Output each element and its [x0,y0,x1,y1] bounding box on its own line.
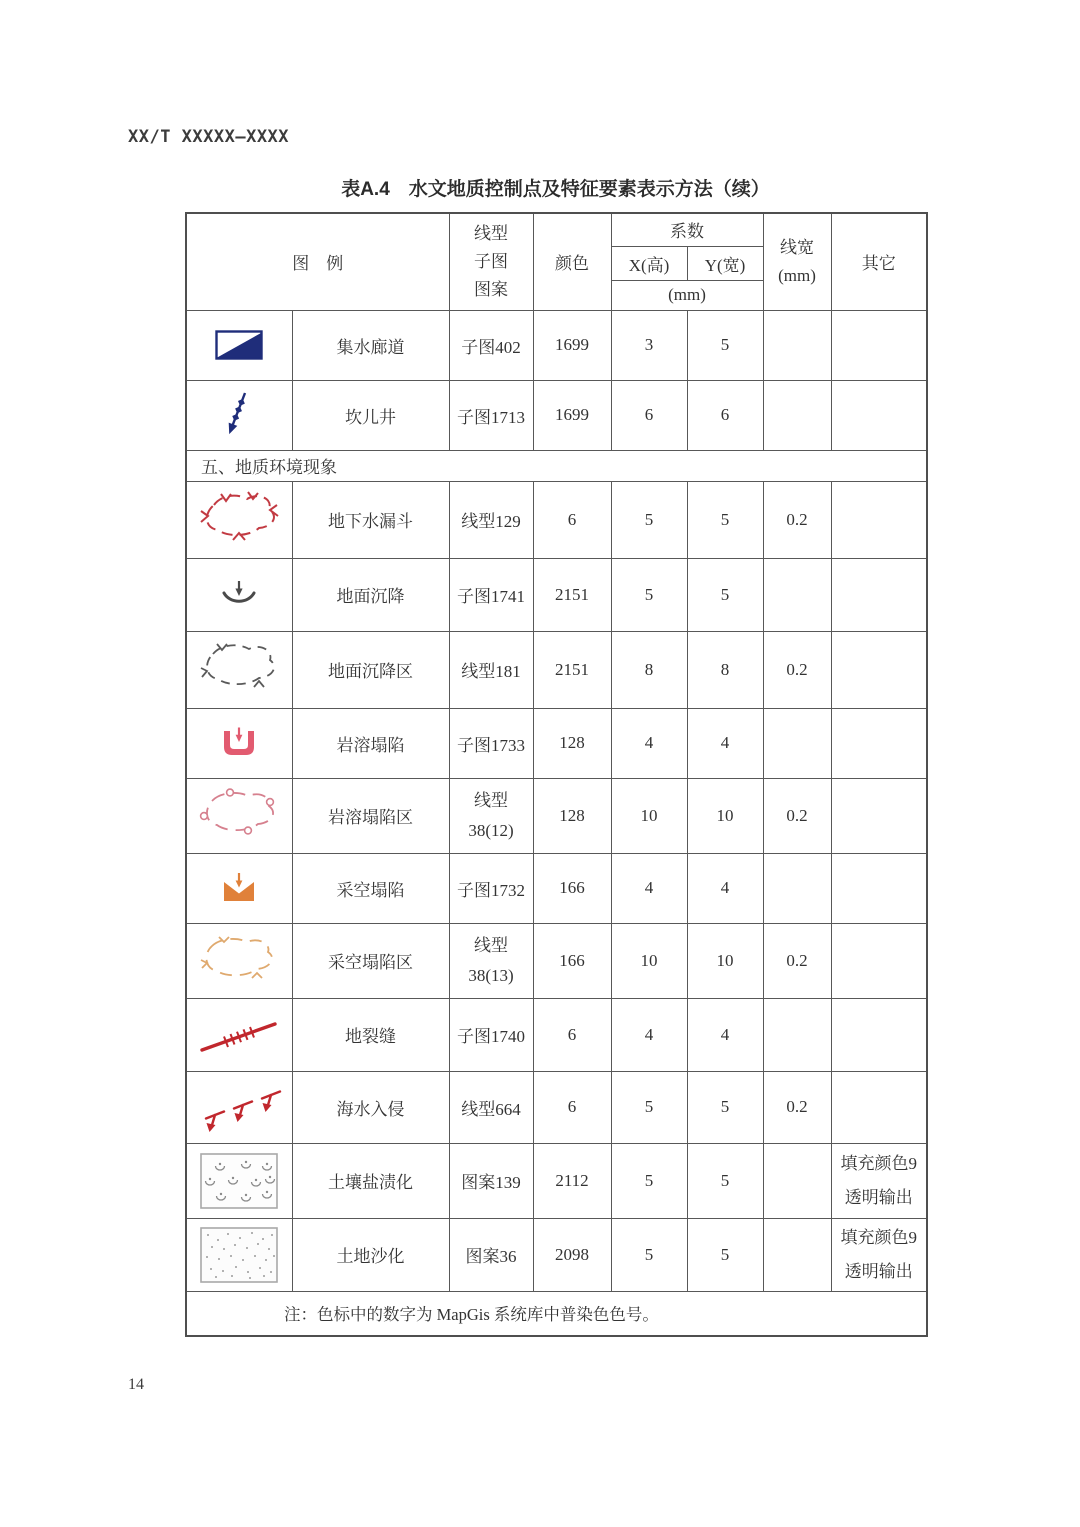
header-x: X(高) [611,246,687,280]
note-row [186,1291,927,1336]
legend-name: 土地沙化 [292,1218,449,1291]
y-cell: 5 [687,1071,763,1143]
table-row [186,310,927,380]
color-cell: 2112 [533,1143,611,1218]
symbol-cell [186,558,292,631]
header-other: 其它 [831,213,927,310]
pattern-cell: 子图1740 [449,998,533,1071]
symbol-cell [186,631,292,708]
color-cell: 2098 [533,1218,611,1291]
y-cell: 4 [687,853,763,923]
table-row [186,1218,927,1291]
pattern-cell: 线型129 [449,481,533,558]
table-row [186,998,927,1071]
other-cell [831,310,927,380]
pattern-line1: 线型 [474,790,508,810]
section-title: 五、地质环境现象 [186,450,927,481]
doc-code: XX/T XXXXX—XXXX [128,127,290,147]
pattern-cell: 线型664 [449,1071,533,1143]
pattern-cell: 图案36 [449,1218,533,1291]
table-row [186,380,927,450]
pattern-line2: 38(12) [468,820,514,840]
symbol-cell [186,778,292,853]
other-cell [831,1143,927,1218]
symbol-cell [186,923,292,998]
table-row [186,708,927,778]
x-cell: 4 [611,708,687,778]
y-cell: 5 [687,481,763,558]
pattern-cell: 线型181 [449,631,533,708]
header-pattern-line2: 子图 [474,251,508,271]
table-note: 注：色标中的数字为 MapGis 系统库中普染色色号。 [186,1291,927,1336]
legend-name: 地裂缝 [292,998,449,1071]
header-line-width-line1: 线宽 [780,237,814,257]
color-cell: 6 [533,481,611,558]
groundwater-funnel-icon [193,489,285,551]
x-cell: 4 [611,998,687,1071]
y-cell: 5 [687,558,763,631]
y-cell: 5 [687,310,763,380]
legend-name: 采空塌陷 [292,853,449,923]
legend-name: 岩溶塌陷区 [292,778,449,853]
other-line1: 填充颜色9 [840,1227,917,1247]
pattern-cell: 图案139 [449,1143,533,1218]
symbol-cell [186,998,292,1071]
other-cell [831,1218,927,1291]
line-width-cell [763,380,831,450]
table-container [185,212,928,1337]
other-line1: 填充颜色9 [840,1153,917,1173]
y-cell: 5 [687,1143,763,1218]
pattern-cell: 子图402 [449,310,533,380]
symbol-cell [186,380,292,450]
color-cell: 1699 [533,310,611,380]
pattern-cell: 子图1713 [449,380,533,450]
pattern-line1: 线型 [474,935,508,955]
line-width-cell: 0.2 [763,1071,831,1143]
y-cell: 5 [687,1218,763,1291]
symbol-cell [186,1071,292,1143]
symbol-cell [186,708,292,778]
karst-collapse-area-icon [193,787,285,845]
x-cell: 5 [611,1143,687,1218]
x-cell: 10 [611,923,687,998]
other-line2: 透明输出 [844,1187,913,1207]
table-row [186,1071,927,1143]
header-color: 颜色 [533,213,611,310]
table-row [186,853,927,923]
color-cell: 2151 [533,631,611,708]
symbol-cell [186,310,292,380]
mined-collapse-area-icon [193,933,285,989]
karst-collapse-icon [219,726,259,760]
header-pattern [449,213,533,310]
table-row [186,1143,927,1218]
table-title: 表A.4 水文地质控制点及特征要素表示方法（续） [341,179,770,200]
other-cell [831,853,927,923]
legend-name: 土壤盐渍化 [292,1143,449,1218]
y-cell: 8 [687,631,763,708]
karez-icon [221,389,257,441]
pattern-cell: 子图1741 [449,558,533,631]
mined-collapse-icon [219,871,259,905]
y-cell: 4 [687,708,763,778]
header-pattern-line3: 图案 [474,279,508,299]
ground-subsidence-icon [217,579,261,611]
symbol-cell [186,481,292,558]
land-desertification-icon [200,1227,278,1283]
pattern-cell: 子图1733 [449,708,533,778]
soil-salinization-icon [200,1153,278,1209]
other-cell [831,923,927,998]
line-width-cell [763,1143,831,1218]
legend-name: 地面沉降 [292,558,449,631]
pattern-cell [449,923,533,998]
symbol-cell [186,853,292,923]
x-cell: 5 [611,481,687,558]
table-row [186,558,927,631]
other-cell [831,558,927,631]
x-cell: 5 [611,558,687,631]
y-cell: 6 [687,380,763,450]
y-cell: 4 [687,998,763,1071]
color-cell: 1699 [533,380,611,450]
header-y: Y(宽) [687,246,763,280]
other-cell [831,708,927,778]
legend-name: 地下水漏斗 [292,481,449,558]
line-width-cell [763,310,831,380]
other-cell [831,778,927,853]
table-row [186,923,927,998]
x-cell: 10 [611,778,687,853]
other-cell [831,481,927,558]
legend-name: 海水入侵 [292,1071,449,1143]
legend-name: 岩溶塌陷 [292,708,449,778]
other-cell [831,631,927,708]
x-cell: 8 [611,631,687,708]
x-cell: 3 [611,310,687,380]
line-width-cell: 0.2 [763,481,831,558]
y-cell: 10 [687,923,763,998]
line-width-cell: 0.2 [763,631,831,708]
header-coefficient: 系数 [611,213,763,246]
other-line2: 透明输出 [844,1261,913,1281]
legend-name: 坎儿井 [292,380,449,450]
line-width-cell [763,853,831,923]
header-pattern-line1: 线型 [474,223,508,243]
color-cell: 2151 [533,558,611,631]
header-mm: (mm) [611,280,763,310]
legend-name: 地面沉降区 [292,631,449,708]
line-width-cell [763,558,831,631]
table-row [186,631,927,708]
line-width-cell [763,708,831,778]
table-row [186,481,927,558]
line-width-cell [763,1218,831,1291]
other-cell [831,380,927,450]
line-width-cell: 0.2 [763,923,831,998]
pattern-cell: 子图1732 [449,853,533,923]
header-legend: 图 例 [186,213,449,310]
x-cell: 5 [611,1218,687,1291]
ground-fissure-icon [195,1012,283,1058]
color-cell: 6 [533,1071,611,1143]
pattern-line2: 38(13) [468,965,514,985]
y-cell: 10 [687,778,763,853]
section-row [186,450,927,481]
symbol-cell [186,1218,292,1291]
line-width-cell [763,998,831,1071]
page-number: 14 [128,1376,144,1393]
color-cell: 6 [533,998,611,1071]
subsidence-area-icon [193,639,285,701]
pattern-cell [449,778,533,853]
legend-name: 集水廊道 [292,310,449,380]
color-cell: 128 [533,708,611,778]
other-cell [831,1071,927,1143]
symbol-table [185,212,928,1337]
x-cell: 5 [611,1071,687,1143]
header-line-width [763,213,831,310]
color-cell: 166 [533,853,611,923]
x-cell: 4 [611,853,687,923]
catchment-gallery-icon [215,330,263,360]
other-cell [831,998,927,1071]
header-line-width-line2: (mm) [778,265,816,285]
seawater-intrusion-icon [191,1079,287,1135]
color-cell: 166 [533,923,611,998]
color-cell: 128 [533,778,611,853]
symbol-cell [186,1143,292,1218]
table-row [186,778,927,853]
legend-name: 采空塌陷区 [292,923,449,998]
x-cell: 6 [611,380,687,450]
line-width-cell: 0.2 [763,778,831,853]
